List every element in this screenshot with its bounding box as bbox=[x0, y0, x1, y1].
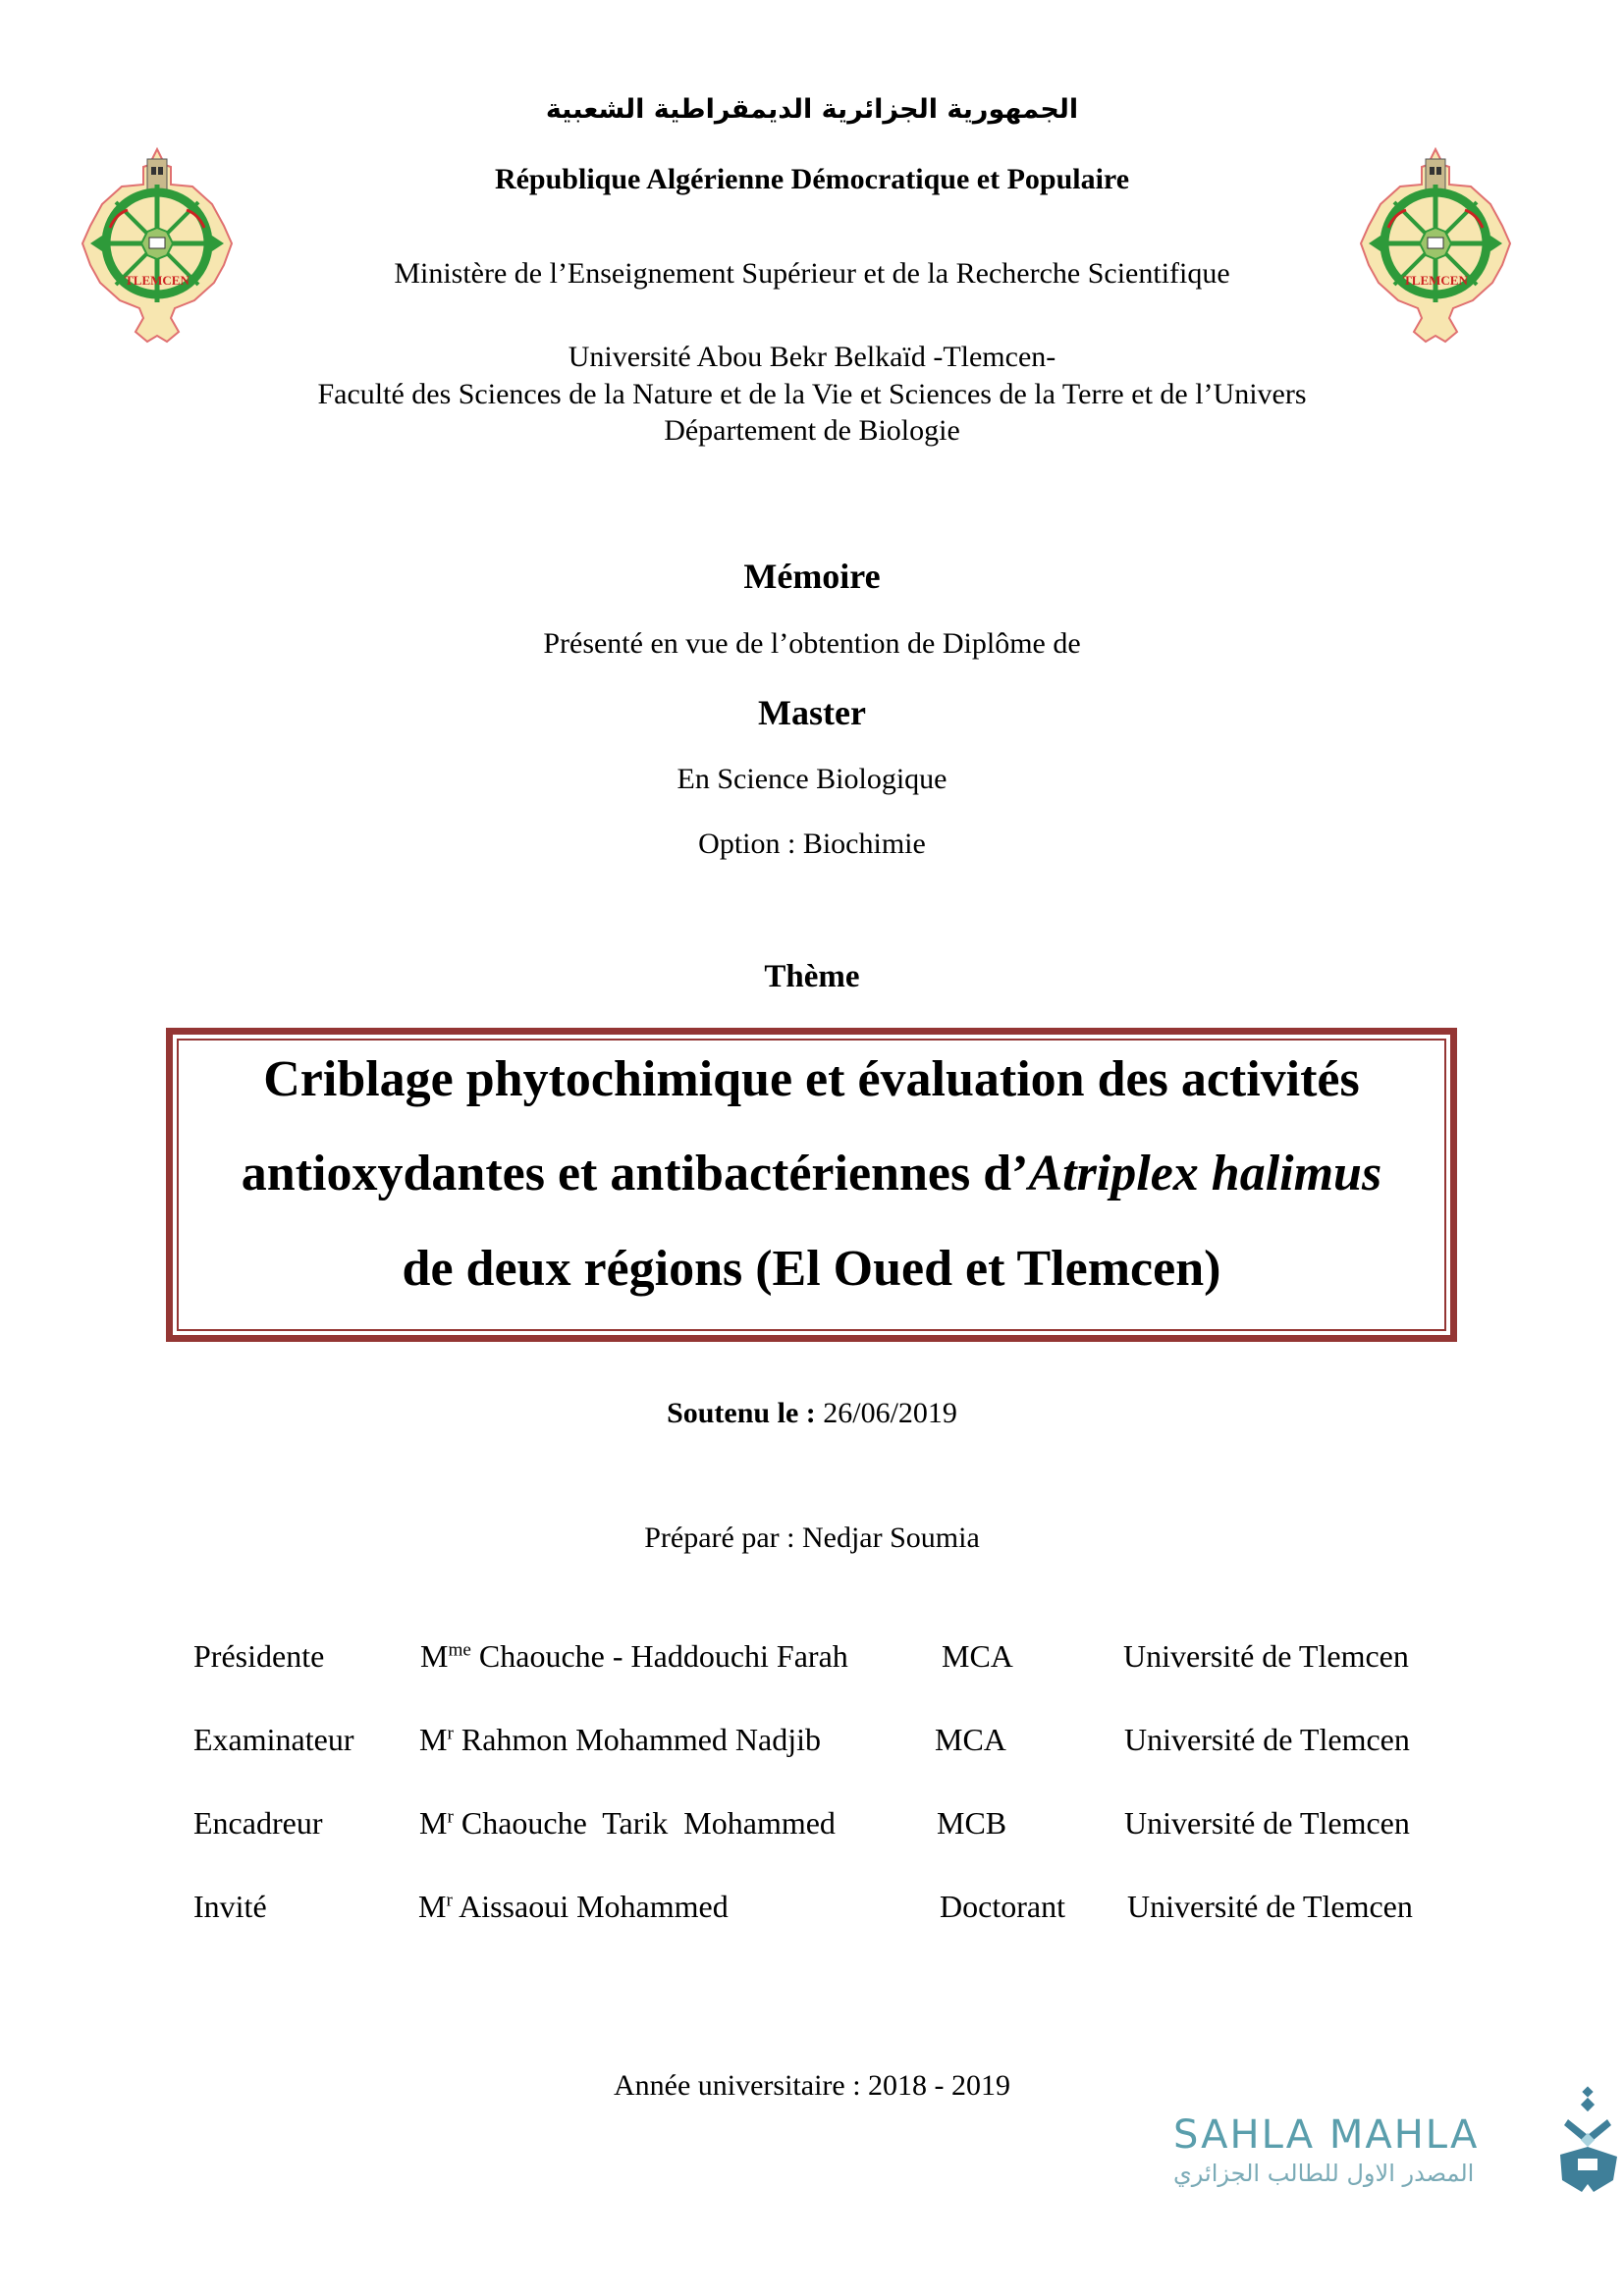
degree-option: Option : Biochimie bbox=[698, 828, 926, 860]
svg-text:TLEMCEN: TLEMCEN bbox=[125, 273, 189, 288]
jury-role: Présidente bbox=[193, 1638, 325, 1674]
thesis-title-line-2-text: antioxydantes et antibactériennes d’ bbox=[241, 1146, 1029, 1201]
jury-institution: Université de Tlemcen bbox=[1124, 1805, 1410, 1841]
jury-grade: MCB bbox=[937, 1805, 1007, 1841]
jury-institution: Université de Tlemcen bbox=[1123, 1638, 1409, 1674]
jury-institution: Université de Tlemcen bbox=[1124, 1722, 1410, 1757]
academic-year: Année universitaire : 2018 - 2019 bbox=[613, 2069, 1011, 2102]
jury-grade: MCA bbox=[935, 1722, 1006, 1757]
degree-field: En Science Biologique bbox=[677, 763, 947, 795]
svg-text:TLEMCEN: TLEMCEN bbox=[1403, 273, 1468, 288]
jury-role: Examinateur bbox=[193, 1722, 354, 1757]
defense-label: Soutenu le : bbox=[667, 1397, 816, 1429]
theme-label: Thème bbox=[764, 959, 860, 994]
thesis-title-line-1: Criblage phytochimique et évaluation des activités bbox=[263, 1051, 1360, 1107]
presented-for: Présenté en vue de l’obtention de Diplôme de bbox=[543, 627, 1081, 660]
university-name: Université Abou Bekr Belkaïd -Tlemcen- bbox=[568, 341, 1056, 373]
title-frame bbox=[166, 1028, 1457, 1342]
jury-member: $M^r$ Aissaoui Mohammed bbox=[418, 1889, 729, 1924]
prepared-by: Préparé par : Nedjar Soumia bbox=[644, 1522, 980, 1554]
jury-institution: Université de Tlemcen bbox=[1127, 1889, 1413, 1924]
sahla-mahla-watermark bbox=[1173, 2110, 1605, 2199]
document-type: Mémoire bbox=[743, 557, 881, 596]
jury-member: $M^r$ Rahmon Mohammed Nadjib bbox=[419, 1722, 822, 1757]
thesis-title-line-2 bbox=[173, 1145, 1450, 1202]
sahla-mahla-logo-icon bbox=[1554, 2086, 1624, 2194]
jury-member: $M^{me}$ Chaouche - Haddouchi Farah bbox=[420, 1638, 848, 1674]
department-name: Département de Biologie bbox=[664, 414, 960, 447]
jury-grade: MCA bbox=[942, 1638, 1013, 1674]
species-name: Atriplex halimus bbox=[1028, 1146, 1382, 1201]
watermark-brand: SAHLA MAHLA bbox=[1173, 2112, 1480, 2158]
jury-role: Encadreur bbox=[193, 1805, 323, 1841]
ministry-name: Ministère de l’Enseignement Supérieur et de la Recherche Scientifique bbox=[394, 257, 1230, 290]
jury-role: Invité bbox=[193, 1889, 267, 1924]
thesis-title-line-3: de deux régions (El Oued et Tlemcen) bbox=[402, 1241, 1221, 1297]
watermark-tagline: المصدر الاول للطالب الجزائري bbox=[1173, 2160, 1475, 2187]
degree-level: Master bbox=[758, 693, 866, 732]
arabic-republic-title: الجمهورية الجزائرية الديمقراطية الشعبية bbox=[545, 94, 1079, 125]
faculty-name: Faculté des Sciences de la Nature et de la Vie et Sciences de la Terre et de l’Univers bbox=[317, 378, 1307, 410]
defense-date: 26/06/2019 bbox=[823, 1397, 957, 1429]
defense-date-line bbox=[0, 1397, 1624, 1430]
jury-grade: Doctorant bbox=[940, 1889, 1065, 1924]
republic-name: République Algérienne Démocratique et Populaire bbox=[494, 163, 1130, 195]
jury-member: $M^r$ Chaouche Tarik Mohammed bbox=[419, 1805, 836, 1841]
